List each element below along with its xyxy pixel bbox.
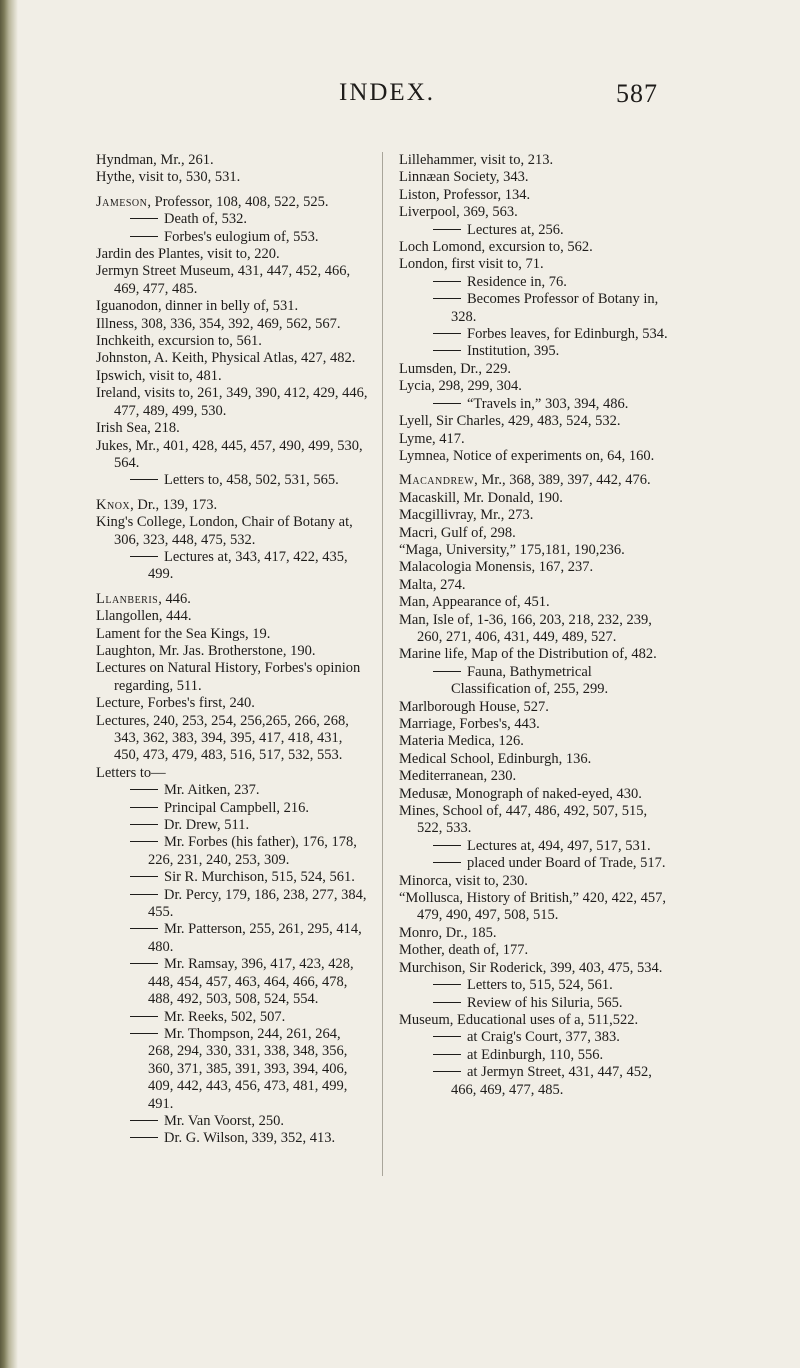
entry-lead-word: Knox: [96, 496, 131, 513]
entry-text: Jardin des Plantes, visit to, 220.: [96, 246, 280, 263]
entry-text: Lillehammer, visit to, 213.: [399, 152, 554, 168]
entry-text: Marine life, Map of the Distribution of, 482.: [399, 646, 657, 663]
index-subentry: [399, 1064, 671, 1099]
repeat-dash: [433, 862, 461, 863]
entry-text: Marriage, Forbes's, 443.: [399, 716, 540, 732]
entry-text: Lumsden, Dr., 229.: [399, 360, 511, 377]
entry-text: Forbes's eulogium of, 553.: [164, 228, 319, 245]
index-entry: [96, 626, 368, 643]
index-entry: [399, 152, 671, 169]
index-entry: [399, 699, 671, 716]
repeat-dash: [130, 963, 158, 964]
entry-text: Laughton, Mr. Jas. Brotherstone, 190.: [96, 642, 316, 659]
index-entry: [399, 239, 671, 256]
index-entry: [96, 333, 368, 350]
index-subentry: [96, 1026, 368, 1113]
index-entry: [399, 413, 671, 430]
entry-text: Dr. Percy, 179, 186, 238, 277, 384, 455.: [148, 886, 367, 921]
index-entry: [399, 187, 671, 204]
index-entry: [399, 768, 671, 785]
index-column-left: [96, 152, 368, 1148]
entry-text: Dr. Drew, 511.: [164, 817, 250, 834]
index-entry: [399, 490, 671, 507]
index-entry: [96, 608, 368, 625]
entry-text: Loch Lomond, excursion to, 562.: [399, 239, 593, 256]
entry-text: Ipswich, visit to, 481.: [96, 367, 222, 384]
index-entry: [399, 786, 671, 803]
index-entry: [96, 514, 368, 549]
index-subentry: [96, 921, 368, 956]
index-entry: [96, 420, 368, 437]
repeat-dash: [433, 1036, 461, 1037]
entry-lead-word: Llanberis: [96, 590, 159, 607]
index-subentry: [399, 326, 671, 343]
entry-text: Iguanodon, dinner in belly of, 531.: [96, 298, 299, 315]
index-entry: [399, 925, 671, 942]
entry-text: Letters to, 458, 502, 531, 565.: [164, 472, 339, 489]
repeat-dash: [130, 1137, 158, 1138]
repeat-dash: [433, 1071, 461, 1072]
index-entry: [399, 942, 671, 959]
entry-text: Macri, Gulf of, 298.: [399, 524, 516, 541]
repeat-dash: [130, 894, 158, 895]
entry-text: Mother, death of, 177.: [399, 942, 529, 959]
entry-text: “Mollusca, History of British,” 420, 422, 457, 479, 490, 497, 508, 515.: [399, 890, 667, 924]
repeat-dash: [433, 298, 461, 299]
index-entry: [96, 765, 368, 782]
entry-text: at Craig's Court, 377, 383.: [467, 1029, 620, 1046]
index-subentry: [399, 664, 671, 699]
entry-text: Lament for the Sea Kings, 19.: [96, 625, 271, 642]
entry-text: Liverpool, 369, 563.: [399, 204, 518, 221]
entry-text: Illness, 308, 336, 354, 392, 469, 562, 567.: [96, 315, 341, 332]
entry-text: Review of his Siluria, 565.: [467, 994, 623, 1011]
index-subentry: [399, 343, 671, 360]
index-subentry: [399, 1029, 671, 1046]
entry-text: Medusæ, Monograph of naked-eyed, 430.: [399, 785, 642, 802]
entry-lead-word: Jameson: [96, 193, 148, 210]
repeat-dash: [433, 350, 461, 351]
index-entry: [399, 751, 671, 768]
entry-text: Monro, Dr., 185.: [399, 924, 497, 941]
entry-text: Liston, Professor, 134.: [399, 186, 531, 203]
index-entry: [399, 733, 671, 750]
entry-text: Linnæan Society, 343.: [399, 169, 529, 186]
index-column-right: [399, 152, 671, 1099]
entry-text: at Edinburgh, 110, 556.: [467, 1046, 604, 1063]
entry-text: Sir R. Murchison, 515, 524, 561.: [164, 869, 355, 886]
index-entry: [96, 591, 368, 608]
index-entry: [399, 1012, 671, 1029]
entry-text: Medical School, Edinburgh, 136.: [399, 750, 592, 767]
index-entry: [96, 497, 368, 514]
repeat-dash: [433, 229, 461, 230]
index-entry: [96, 169, 368, 186]
index-entry: [399, 612, 671, 647]
index-entry: [399, 378, 671, 395]
entry-text: Mr. Reeks, 502, 507.: [164, 1008, 286, 1025]
entry-text: Man, Appearance of, 451.: [399, 594, 550, 611]
page-header: [0, 79, 800, 119]
index-subentry: [96, 956, 368, 1008]
entry-text: Llangollen, 444.: [96, 608, 192, 625]
entry-text: Letters to—: [96, 764, 166, 781]
index-subentry: [96, 229, 368, 246]
index-subentry: [96, 887, 368, 922]
index-subentry: [96, 549, 368, 584]
page-number: 587: [616, 79, 658, 108]
entry-text: Death of, 532.: [164, 211, 247, 228]
entry-text: Lymnea, Notice of experiments on, 64, 160.: [399, 447, 655, 464]
entry-text: Lectures at, 343, 417, 422, 435, 499.: [148, 548, 348, 583]
index-subentry: [399, 291, 671, 326]
index-entry: [96, 438, 368, 473]
entry-text: Institution, 395.: [467, 343, 560, 360]
index-entry: [96, 368, 368, 385]
repeat-dash: [130, 807, 158, 808]
entry-text: Lectures on Natural History, Forbes's opinion regarding, 511.: [96, 660, 361, 694]
repeat-dash: [130, 789, 158, 790]
entry-text: Hyndman, Mr., 261.: [96, 152, 214, 168]
entry-text: Jukes, Mr., 401, 428, 445, 457, 490, 499, 530, 564.: [96, 437, 363, 471]
index-entry: [96, 246, 368, 263]
entry-text: Hythe, visit to, 530, 531.: [96, 169, 241, 186]
repeat-dash: [130, 479, 158, 480]
book-spine-edge: [0, 0, 18, 1368]
index-entry: [96, 350, 368, 367]
entry-text: Mr. Patterson, 255, 261, 295, 414, 480.: [148, 921, 362, 955]
index-entry: [96, 298, 368, 315]
entry-text: Malacologia Monensis, 167, 237.: [399, 559, 594, 576]
entry-text: Lyell, Sir Charles, 429, 483, 524, 532.: [399, 413, 621, 430]
entry-lead-word: Macandrew: [399, 472, 475, 489]
entry-text: “Maga, University,” 175,181, 190,236.: [399, 541, 625, 558]
repeat-dash: [130, 1033, 158, 1034]
entry-text: Inchkeith, excursion to, 561.: [96, 333, 262, 350]
repeat-dash: [433, 281, 461, 282]
index-entry: [399, 204, 671, 221]
entry-text: Man, Isle of, 1-36, 166, 203, 218, 232, 239, 260, 271, 406, 431, 449, 489, 527.: [399, 611, 652, 645]
entry-text: Materia Medica, 126.: [399, 733, 524, 750]
index-subentry: [399, 995, 671, 1012]
entry-text: Fauna, Bathymetrical Classification of, 255, 299.: [451, 663, 609, 698]
index-subentry: [399, 222, 671, 239]
entry-text: Dr. G. Wilson, 339, 352, 413.: [164, 1130, 336, 1147]
entry-text: Principal Campbell, 216.: [164, 799, 309, 816]
index-entry: [399, 873, 671, 890]
entry-text: , Mr., 368, 389, 397, 442, 476.: [474, 472, 651, 489]
entry-text: Mr. Ramsay, 396, 417, 423, 428, 448, 454, 457, 463, 464, 466, 478, 488, 492, 503, 508, 524, 554.: [148, 956, 354, 1008]
repeat-dash: [130, 1016, 158, 1017]
index-subentry: [399, 977, 671, 994]
entry-text: Jermyn Street Museum, 431, 447, 452, 466, 469, 477, 485.: [96, 263, 351, 297]
index-subentry: [399, 1047, 671, 1064]
repeat-dash: [130, 556, 158, 557]
index-subentry: [96, 472, 368, 489]
index-entry: [399, 890, 671, 925]
entry-text: Mr. Van Voorst, 250.: [164, 1112, 285, 1129]
index-entry: [399, 472, 671, 489]
entry-text: Ireland, visits to, 261, 349, 390, 412, 429, 446, 477, 489, 499, 530.: [96, 385, 368, 419]
entry-text: Murchison, Sir Roderick, 399, 403, 475, 534.: [399, 959, 663, 976]
entry-text: , 446.: [158, 590, 191, 607]
index-entry: [399, 448, 671, 465]
entry-text: Becomes Professor of Botany in, 328.: [451, 291, 659, 325]
index-entry: [399, 256, 671, 273]
entry-text: Mr. Thompson, 244, 261, 264, 268, 294, 330, 331, 338, 348, 356, 360, 371, 385, 391, 393, 394, 406, 409, 442, 443, 456, 473, 481, 499, 491.: [148, 1025, 348, 1112]
index-entry: [399, 169, 671, 186]
index-subentry: [96, 817, 368, 834]
index-entry: [399, 507, 671, 524]
repeat-dash: [433, 333, 461, 334]
entry-text: Residence in, 76.: [467, 273, 567, 290]
entry-text: Forbes leaves, for Edinburgh, 534.: [467, 326, 668, 343]
index-entry: [399, 559, 671, 576]
index-entry: [399, 525, 671, 542]
index-subentry: [96, 1130, 368, 1147]
entry-text: Macaskill, Mr. Donald, 190.: [399, 489, 563, 506]
entry-text: Johnston, A. Keith, Physical Atlas, 427, 482.: [96, 350, 356, 367]
entry-text: Lycia, 298, 299, 304.: [399, 378, 522, 395]
index-subentry: [399, 274, 671, 291]
index-entry: [96, 643, 368, 660]
entry-text: , Dr., 139, 173.: [130, 496, 218, 513]
repeat-dash: [433, 984, 461, 985]
index-subentry: [96, 211, 368, 228]
entry-text: London, first visit to, 71.: [399, 256, 544, 273]
index-subentry: [399, 855, 671, 872]
index-entry: [399, 594, 671, 611]
entry-text: Lecture, Forbes's first, 240.: [96, 695, 255, 712]
entry-text: Lectures, 240, 253, 254, 256,265, 266, 268, 343, 362, 383, 394, 395, 417, 418, 431, 450, 473, 479, 483, 516, 517, 532, 553.: [96, 712, 349, 764]
entry-text: , Professor, 108, 408, 522, 525.: [147, 193, 329, 210]
entry-text: Mr. Aitken, 237.: [164, 782, 260, 799]
index-entry: [96, 152, 368, 169]
index-subentry: [96, 1009, 368, 1026]
entry-text: King's College, London, Chair of Botany at, 306, 323, 448, 475, 532.: [96, 514, 353, 548]
index-entry: [399, 960, 671, 977]
repeat-dash: [433, 671, 461, 672]
index-entry: [399, 646, 671, 663]
index-subentry: [96, 782, 368, 799]
index-entry: [399, 803, 671, 838]
index-entry: [399, 361, 671, 378]
repeat-dash: [130, 876, 158, 877]
index-subentry: [399, 838, 671, 855]
repeat-dash: [130, 824, 158, 825]
entry-text: Macgillivray, Mr., 273.: [399, 507, 534, 524]
index-entry: [96, 385, 368, 420]
index-entry: [96, 316, 368, 333]
index-entry: [399, 716, 671, 733]
repeat-dash: [433, 403, 461, 404]
entry-text: Lyme, 417.: [399, 430, 465, 447]
entry-text: at Jermyn Street, 431, 447, 452, 466, 469, 477, 485.: [451, 1064, 652, 1098]
index-subentry: [399, 396, 671, 413]
entry-text: Marlborough House, 527.: [399, 698, 549, 715]
repeat-dash: [130, 236, 158, 237]
repeat-dash: [433, 1002, 461, 1003]
index-entry: [96, 263, 368, 298]
index-entry: [399, 542, 671, 559]
repeat-dash: [433, 1054, 461, 1055]
repeat-dash: [130, 218, 158, 219]
repeat-dash: [433, 845, 461, 846]
entry-text: Mediterranean, 230.: [399, 768, 517, 785]
index-entry: [399, 577, 671, 594]
repeat-dash: [130, 928, 158, 929]
entry-text: Lectures at, 256.: [467, 221, 564, 238]
entry-text: placed under Board of Trade, 517.: [467, 855, 666, 872]
index-subentry: [96, 869, 368, 886]
column-divider: [382, 152, 383, 1176]
entry-text: “Travels in,” 303, 394, 486.: [467, 395, 629, 412]
entry-text: Mr. Forbes (his father), 176, 178, 226, 231, 240, 253, 309.: [148, 834, 357, 868]
repeat-dash: [130, 841, 158, 842]
repeat-dash: [130, 1120, 158, 1121]
entry-text: Lectures at, 494, 497, 517, 531.: [467, 837, 651, 854]
entry-text: Irish Sea, 218.: [96, 420, 180, 437]
entry-text: Museum, Educational uses of a, 511,522.: [399, 1011, 639, 1028]
index-entry: [96, 660, 368, 695]
index-subentry: [96, 1113, 368, 1130]
index-entry: [96, 713, 368, 765]
entry-text: Mines, School of, 447, 486, 492, 507, 515, 522, 533.: [399, 803, 648, 837]
entry-text: Minorca, visit to, 230.: [399, 872, 528, 889]
index-entry: [96, 194, 368, 211]
running-title: INDEX.: [339, 79, 436, 106]
entry-text: Malta, 274.: [399, 576, 466, 593]
entry-text: Letters to, 515, 524, 561.: [467, 977, 613, 994]
index-subentry: [96, 800, 368, 817]
index-entry: [96, 695, 368, 712]
index-subentry: [96, 834, 368, 869]
index-entry: [399, 431, 671, 448]
